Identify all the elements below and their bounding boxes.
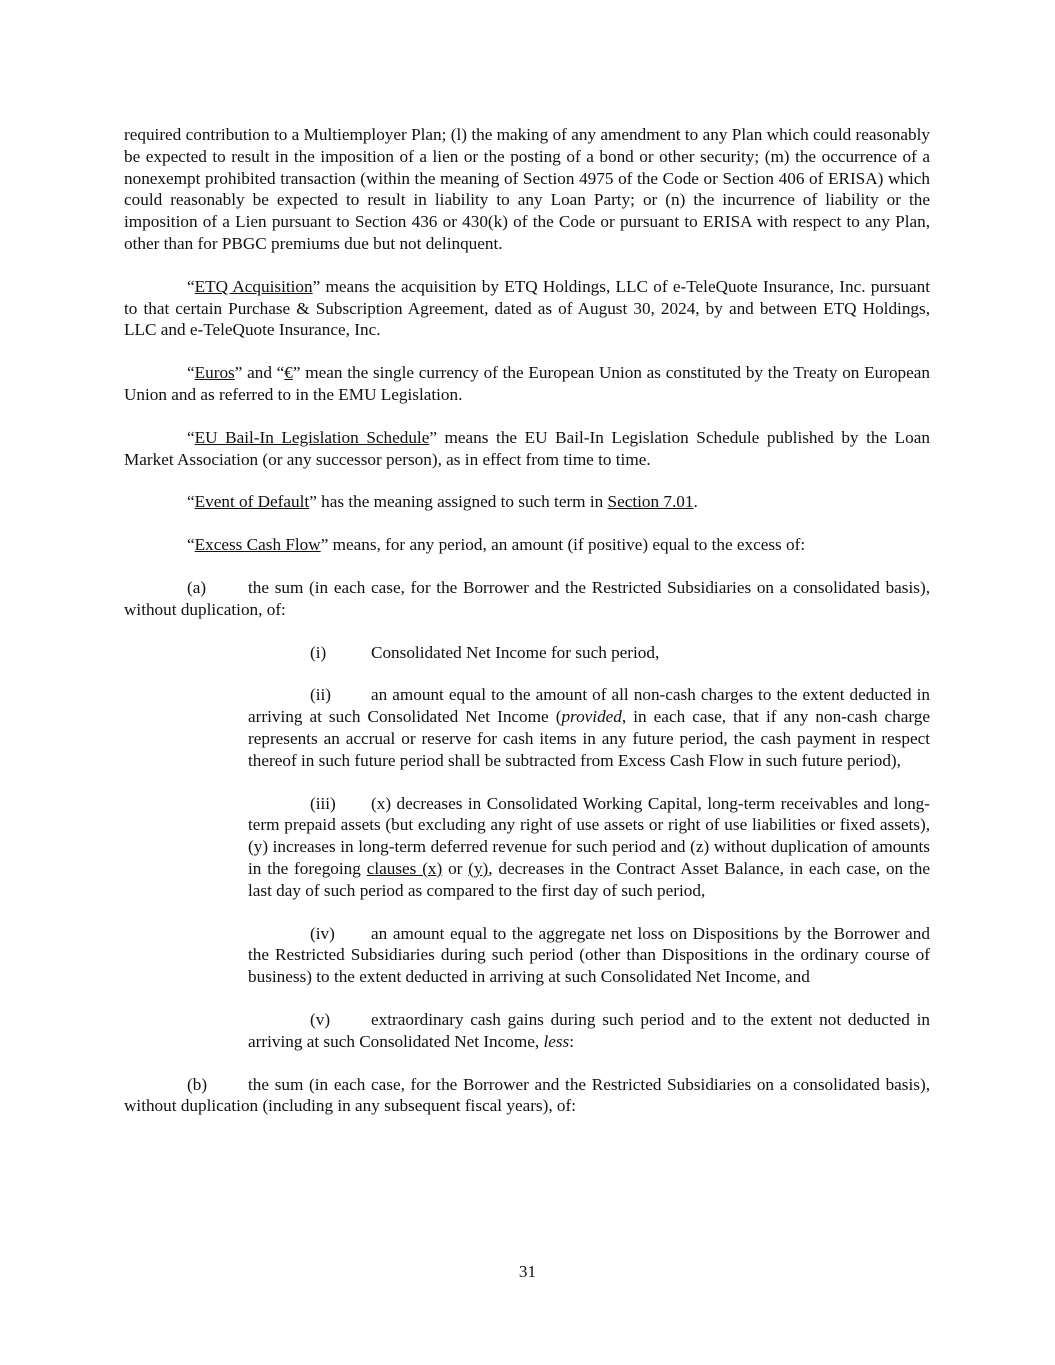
defined-term-eu-bail-in: EU Bail-In Legislation Schedule — [194, 427, 430, 447]
clause-reference-x: clauses (x) — [366, 858, 443, 878]
subclause-label: (i) — [310, 642, 327, 662]
erisa-event-text: required contribution to a Multiemployer Plan; (l) the making of any amendment to any Plan which could reasonably be expected to result in the imposition of a lien or the posting of a bond or other security; (m) the occurrence of a nonexempt prohibited transaction (within the meaning of Section 4975 of the Code or Section 406 of ERISA) which could reasonably be expected to result in liability to any Loan Party; or (n) the incurrence of liability or the imposition of a Lien pursuant to Section 436 or 430(k) of the Code or pursuant to ERISA with respect to any Plan, other than for PBGC premiums due but not delinquent. — [124, 125, 930, 253]
document-page — [124, 124, 930, 1138]
defined-term-etq-acquisition: ETQ Acquisition — [194, 276, 313, 296]
clause-text: the sum (in each case, for the Borrower and the Restricted Subsidiaries on a consolidated basis), without duplication (including in any subsequent fiscal years), of: — [124, 1074, 930, 1116]
open-quote: “ — [187, 276, 195, 296]
clause-label: (a) — [187, 577, 207, 597]
definition-text: ” means the EU Bail-In Legislation Schedule published by the Loan Market Association (or any successor person), as in effect from time to time. — [124, 427, 930, 469]
definition-text: ” has the meaning assigned to such term in — [309, 492, 608, 512]
section-reference: Section 7.01 — [607, 492, 694, 512]
clause-a — [124, 577, 930, 621]
page-number: 31 — [518, 1262, 537, 1281]
subclause-iii — [248, 793, 930, 902]
subclause-label: (iii) — [310, 793, 336, 813]
erisa-event-paragraph — [124, 124, 930, 255]
subclause-label: (v) — [310, 1009, 331, 1029]
clause-label: (b) — [187, 1074, 208, 1094]
definition-eu-bail-in-schedule — [124, 427, 930, 471]
open-quote: “ — [187, 535, 195, 555]
defined-term-excess-cash-flow: Excess Cash Flow — [194, 535, 321, 555]
subclause-iv — [248, 923, 930, 988]
defined-term-euros: Euros — [194, 363, 235, 383]
clause-b — [124, 1074, 930, 1118]
subclause-text-continued: , decreases in the Contract Asset Balance, in each case, on the last day of such period as compared to the first day of such period, — [248, 858, 930, 900]
definition-text: ” mean the single currency of the European Union as constituted by the Treaty on European Union and as referred to in the EMU Legislation. — [124, 363, 930, 404]
definition-euros — [124, 362, 930, 406]
clause-reference-y: (y) — [468, 858, 489, 878]
subclause-text-continued: , in each case, that if any non-cash charge represents an accrual or reserve for cash items in any future period, the cash payment in respect thereof in such future period shall be subtracted from Excess Cash Flow in such future period), — [248, 707, 930, 770]
clause-text: the sum (in each case, for the Borrower and the Restricted Subsidiaries on a consolidated basis), without duplication, of: — [124, 577, 930, 619]
definition-text: ” means the acquisition by ETQ Holdings, LLC of e-TeleQuote Insurance, Inc. pursuant to that certain Purchase & Subscription Agreement, dated as of August 30, 2024, by and between ETQ Holdings, LLC and e-TeleQuote Insurance, Inc. — [124, 276, 930, 340]
subclause-text: extraordinary cash gains during such period and to the extent not deducted in arriving at such Consolidated Net Income, — [248, 1009, 930, 1051]
subclause-text: an amount equal to the amount of all non-cash charges to the extent deducted in arriving at such Consolidated Net Income ( — [248, 685, 930, 727]
subclause-v — [248, 1009, 930, 1053]
open-quote: “ — [187, 363, 195, 383]
open-quote: “ — [187, 492, 195, 512]
subclause-text: Consolidated Net Income for such period, — [371, 642, 660, 662]
subclause-ii — [248, 684, 930, 771]
definition-text: ” means, for any period, an amount (if positive) equal to the excess of: — [320, 535, 806, 555]
definition-excess-cash-flow — [124, 534, 930, 556]
italic-provided: provided — [561, 707, 622, 727]
definition-connector: ” and “ — [234, 363, 285, 383]
defined-term-event-of-default: Event of Default — [194, 492, 310, 512]
period: . — [693, 492, 698, 512]
open-quote: “ — [187, 427, 195, 447]
defined-term-euro-symbol: € — [284, 363, 293, 383]
subclause-text: (x) decreases in Consolidated Working Capital, long-term receivables and long-term prepaid assets (but excluding any right of use assets or right of use liabilities or fixed assets), (y) increases in long-term deferred revenue for such period and (z) without duplication of amounts in the foregoing — [248, 793, 930, 878]
definition-event-of-default — [124, 491, 930, 513]
subclause-i — [248, 642, 930, 664]
italic-less: less — [543, 1031, 570, 1051]
subclause-label: (ii) — [310, 685, 331, 705]
colon: : — [569, 1031, 575, 1051]
subclause-label: (iv) — [310, 923, 335, 943]
definition-etq-acquisition — [124, 276, 930, 341]
subclause-text: an amount equal to the aggregate net loss on Dispositions by the Borrower and the Restricted Subsidiaries during such period (other than Dispositions in the ordinary course of business) to the extent deducted in arriving at such Consolidated Net Income, and — [248, 923, 930, 987]
conjunction: or — [442, 858, 469, 878]
